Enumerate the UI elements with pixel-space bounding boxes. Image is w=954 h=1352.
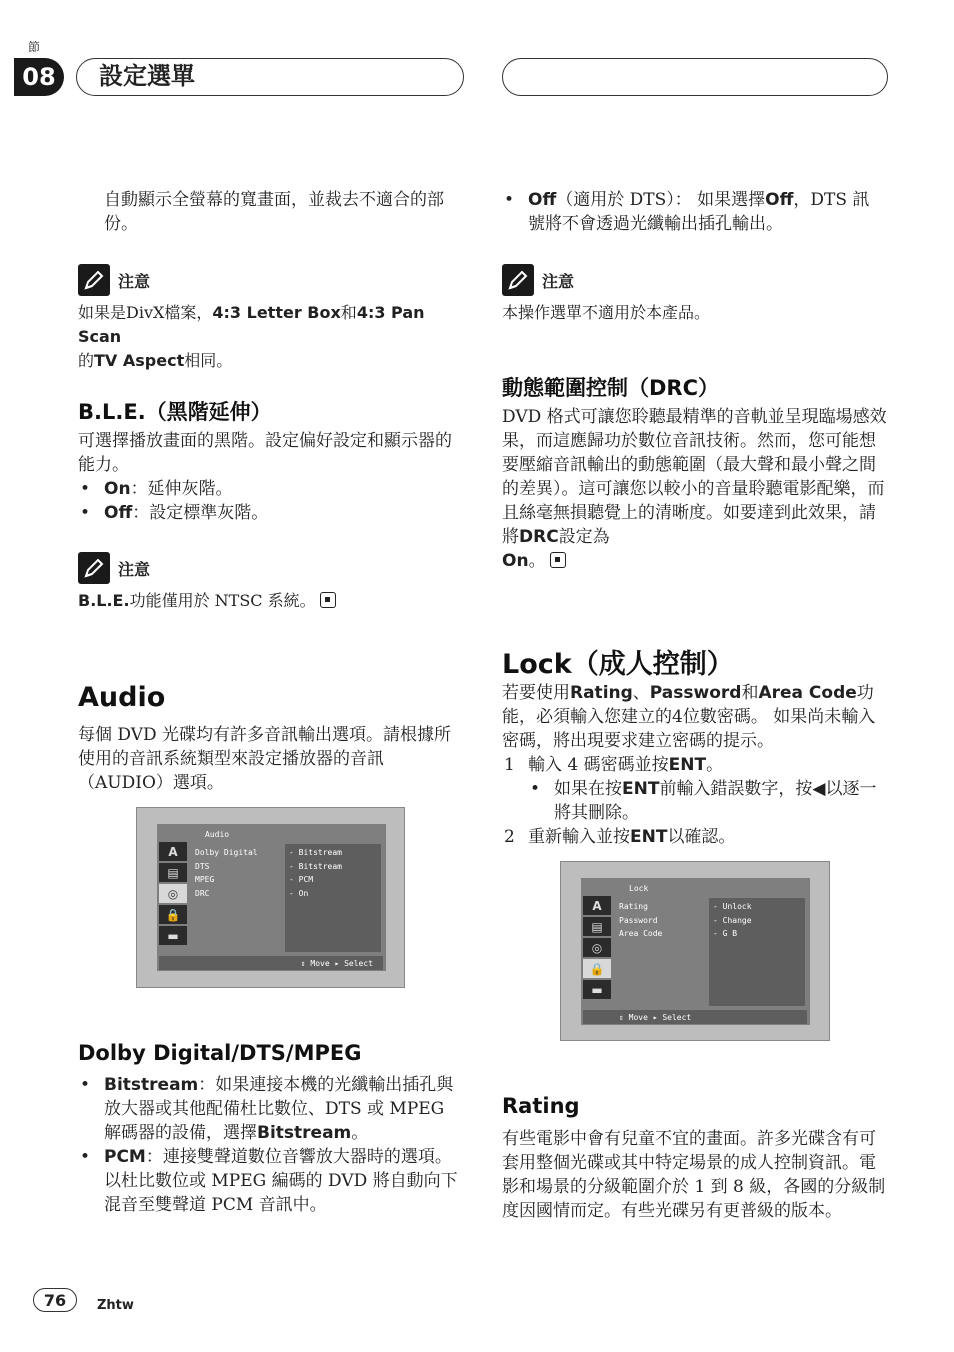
- audio-body: 每個 DVD 光碟均有許多音訊輸出選項。請根據所使用的音訊系統類型來設定播放器的音訊（AUDIO）選項。: [78, 725, 452, 793]
- note-text-1: [78, 301, 464, 373]
- osd-audio-icon: ◎: [583, 938, 611, 957]
- chapter-number-badge: 08: [14, 58, 64, 96]
- off-option: [502, 188, 882, 236]
- bullet-icon: •: [80, 479, 91, 499]
- lock-heading: Lock（成人控制）: [502, 649, 734, 680]
- list-item: [78, 1073, 466, 1145]
- osd-row-value: Change: [722, 915, 752, 925]
- step-text: 輸入 4 碼密碼並按: [528, 755, 669, 775]
- rating-heading: Rating: [502, 1094, 580, 1118]
- osd-row-label: Password: [619, 915, 658, 925]
- note-text: 如果是DivX檔案，: [78, 303, 213, 322]
- section-label: 節: [28, 40, 41, 54]
- osd-audio-icon: ◎: [159, 884, 187, 903]
- osd-language-icon: A: [583, 896, 611, 915]
- bullet-icon: •: [530, 779, 541, 799]
- note-heading-1: [78, 264, 150, 296]
- drc-body: [502, 405, 888, 573]
- osd-value-list: - Bitstream - Bitstream - PCM - On: [289, 848, 342, 898]
- step-item: [502, 753, 888, 777]
- osd-title: Lock: [629, 884, 649, 893]
- option-text: 。: [351, 1123, 369, 1143]
- option-key: Bitstream: [104, 1075, 199, 1095]
- osd-row-label: Dolby Digital: [195, 848, 258, 857]
- audio-heading: Audio: [78, 682, 166, 713]
- end-of-section-icon: [550, 552, 566, 568]
- option-key: PCM: [104, 1147, 146, 1167]
- option-text: ，DTS 訊號將不會透過光纖輸出插孔輸出。: [528, 190, 870, 234]
- keyword: Password: [649, 683, 742, 703]
- end-of-section-icon: [320, 592, 336, 608]
- note-text: 的: [78, 351, 95, 370]
- bullet-icon: •: [80, 503, 91, 523]
- osd-display-icon: ▤: [583, 917, 611, 936]
- ble-options: [78, 477, 464, 525]
- note-text-3: 本操作選單不適用於本產品。: [502, 303, 711, 322]
- note-label: 注意: [118, 559, 151, 579]
- header-right-frame: [502, 58, 888, 96]
- osd-row-value: G B: [722, 929, 738, 938]
- step-text: 以確認。: [667, 827, 736, 847]
- step-number: 1: [504, 755, 515, 775]
- osd-row-label: MPEG: [195, 875, 215, 884]
- keyword: 4:3 Letter Box: [212, 303, 341, 322]
- osd-label-list: [619, 900, 662, 941]
- option-text: ：設定標準灰階。: [132, 503, 269, 523]
- list-item: [78, 1145, 466, 1217]
- osd-row-label: DTS: [195, 861, 210, 871]
- keyword: B.L.E.: [78, 591, 130, 610]
- option-key: Off: [765, 190, 794, 210]
- keyword: Rating: [570, 683, 633, 703]
- keyword: ENT: [622, 779, 660, 799]
- keyword: DRC: [519, 527, 559, 547]
- pencil-note-icon: [78, 552, 110, 584]
- keyword: ENT: [630, 827, 668, 847]
- option-text: ：延伸灰階。: [130, 479, 233, 499]
- lock-text: 功能，必須輸入您建立的4位數密碼。 如果尚未輸入密碼，將出現要求建立密碼的提示。: [502, 683, 876, 751]
- step-item: [502, 825, 888, 849]
- step-number: 2: [504, 827, 515, 847]
- osd-row-value: Unlock: [722, 902, 752, 911]
- keyword: 4:3 Pan Scan: [78, 303, 425, 346]
- step-text: 。: [706, 755, 724, 775]
- audio-menu-screenshot: [136, 807, 405, 988]
- osd-label-list: [195, 846, 258, 900]
- osd-language-icon: A: [159, 842, 187, 861]
- drc-text: 。: [528, 551, 546, 571]
- osd-footer-bar: ⇕ Move ▸ Select: [159, 956, 383, 970]
- drc-text: 設定為: [558, 527, 610, 547]
- option-text: ：如果連接本機的光纖輸出插孔與放大器或其他配備杜比數位、DTS 或 MPEG 解碼器的設備，選擇: [104, 1075, 454, 1143]
- lock-menu-screenshot: [560, 861, 830, 1041]
- osd-row-label: Rating: [619, 902, 648, 911]
- note-text: 相同。: [184, 351, 233, 370]
- drc-text: DVD 格式可讓您聆聽最精準的音軌並呈現臨場感效果，而這應歸功於數位音訊技術。然而，您可能想要壓縮音訊輸出的動態範圍（最大聲和最小聲之間的差異）。這可讓您以較小的音量聆聽電影配樂，而且絲毫無損聽覺上的清晰度。如要達到此效果，請將: [502, 407, 887, 547]
- lock-text: 若要使用: [502, 683, 570, 703]
- osd-icon-column: [159, 842, 187, 945]
- page-number: 76: [33, 1288, 77, 1312]
- osd-row-value: Bitstream: [298, 861, 342, 871]
- osd-row-value: Bitstream: [298, 848, 342, 857]
- osd-value-list: - Unlock - Change - G B: [713, 902, 752, 938]
- osd-footer-bar: ⇕ Move ▸ Select: [583, 1010, 807, 1024]
- note-text-2: [78, 589, 464, 613]
- chapter-title: 設定選單: [76, 58, 464, 96]
- osd-row-value: PCM: [298, 875, 314, 884]
- lock-body: [502, 681, 888, 753]
- list-item: [502, 188, 882, 236]
- step-text: 如果在按: [554, 779, 622, 799]
- osd-lock-icon: 🔒: [583, 959, 611, 978]
- pencil-note-icon: [502, 264, 534, 296]
- step-text: 前輸入錯誤數字，按◀以逐一將其刪除。: [554, 779, 877, 823]
- option-key: On: [104, 479, 131, 499]
- keyword: ENT: [668, 755, 707, 775]
- lock-text: 和: [741, 683, 759, 703]
- dolby-options: [78, 1073, 466, 1217]
- ble-heading: B.L.E.（黑階延伸）: [78, 400, 272, 424]
- bullet-icon: •: [80, 1147, 91, 1167]
- option-text: ：連接雙聲道數位音響放大器時的選項。以杜比數位或 MPEG 編碼的 DVD 將自動向下混音至雙聲道 PCM 音訊中。: [104, 1147, 458, 1215]
- ble-body: 可選擇播放畫面的黑階。設定偏好設定和顯示器的能力。: [78, 431, 452, 475]
- osd-row-label: DRC: [195, 888, 210, 898]
- note-text: 功能僅用於 NTSC 系統。: [129, 591, 316, 610]
- lock-text: 、: [632, 683, 650, 703]
- drc-heading: 動態範圍控制（DRC）: [502, 376, 720, 400]
- option-text: （適用於 DTS）： 如果選擇: [556, 190, 766, 210]
- bullet-icon: •: [80, 1075, 91, 1095]
- lock-steps: [502, 753, 888, 849]
- option-key: Off: [104, 503, 133, 523]
- note-label: 注意: [542, 271, 575, 291]
- bullet-icon: •: [504, 190, 515, 210]
- osd-display-icon: ▤: [159, 863, 187, 882]
- osd-icon-column: [583, 896, 611, 999]
- rating-body: 有些電影中會有兒童不宜的畫面。許多光碟含有可套用整個光碟或其中特定場景的成人控制資訊。電影和場景的分級範圍介於 1 到 8 級，各國的分級制度因國情而定。有些光碟另有更普級的版本。: [502, 1129, 886, 1221]
- note-label: 注意: [118, 271, 151, 291]
- osd-row-label: Area Code: [619, 929, 663, 938]
- note-heading-2: [78, 552, 150, 584]
- option-key: Off: [528, 190, 557, 210]
- osd-lock-icon: 🔒: [159, 905, 187, 924]
- language-code: Zhtw: [97, 1298, 134, 1313]
- keyword: On: [502, 551, 529, 571]
- note-heading-3: [502, 264, 574, 296]
- intro-text: 自動顯示全螢幕的寬畫面，並裁去不適合的部份。: [104, 190, 444, 234]
- osd-title: Audio: [205, 830, 230, 839]
- step-text: 重新輸入並按: [528, 827, 630, 847]
- list-item: [78, 477, 464, 501]
- note-text: 和: [340, 303, 357, 322]
- pencil-note-icon: [78, 264, 110, 296]
- keyword: TV Aspect: [94, 351, 185, 370]
- osd-row-value: On: [298, 888, 309, 898]
- osd-others-icon: ▬: [583, 980, 611, 999]
- dolby-heading: Dolby Digital/DTS/MPEG: [78, 1041, 362, 1065]
- list-item: [78, 501, 464, 525]
- osd-others-icon: ▬: [159, 926, 187, 945]
- option-key: Bitstream: [257, 1123, 352, 1143]
- keyword: Area Code: [758, 683, 857, 703]
- sub-item: [528, 777, 888, 825]
